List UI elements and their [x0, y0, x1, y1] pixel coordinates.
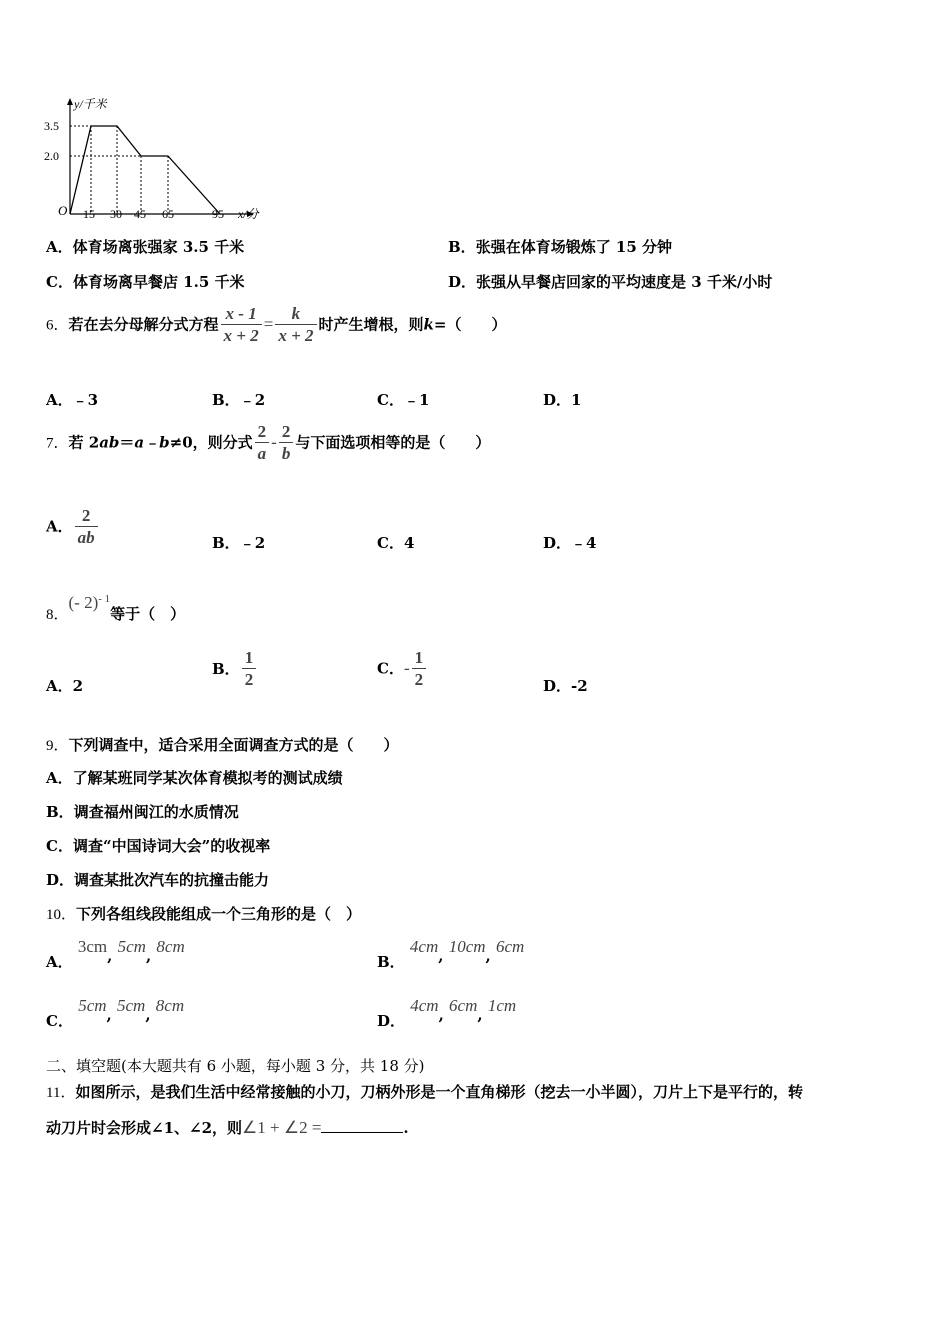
q8-expression: (- 2): [68, 593, 99, 612]
origin-label: O: [58, 203, 68, 218]
q6-option-b[interactable]: B．﹣2: [212, 391, 266, 409]
q10-stem: 10．下列各组线段能组成一个三角形的是（ ）: [46, 905, 362, 923]
q5-option-b-label: B．: [448, 238, 476, 256]
q5-option-c-label: C．: [46, 273, 73, 291]
section-2-heading: 二、填空题(本大题共有 6 小题，每小题 3 分，共 18 分): [46, 1057, 425, 1075]
q5-option-b[interactable]: [448, 236, 672, 257]
q5-option-d-label: D．: [448, 273, 477, 291]
q10-option-b[interactable]: B． 4cm, 10cm, 6cm: [377, 937, 525, 971]
q8-number: 8．: [46, 607, 69, 623]
guide-lines: [70, 126, 168, 214]
q9-stem: 9．下列调查中，适合采用全面调查方式的是（ ）: [46, 736, 399, 754]
q5-option-a-text: 体育场离张强家 3.5 千米: [72, 238, 245, 256]
q11-line-1: 11．如图所示，是我们生活中经常接触的小刀，刀柄外形是一个直角梯形（挖去一小半圆），刀片上下是平行的，转: [46, 1083, 803, 1101]
q6-stem: 6．若在去分母解分式方程 $\frac{x - 1}{x + 2}$ = $\frac{k}{x + 2}$ 时产生增根，则k=（ ）: [46, 304, 507, 345]
q5-option-d[interactable]: [448, 271, 772, 292]
q7-number: 7．: [46, 435, 69, 452]
y-tick-3-5: 3.5: [44, 119, 59, 133]
q11-answer-blank[interactable]: [321, 1118, 403, 1133]
q9-option-a[interactable]: A．了解某班同学某次体育模拟考的测试成绩: [46, 769, 343, 787]
q6-stem-before: 若在去分母解分式方程: [68, 315, 219, 334]
q5-option-c[interactable]: [46, 271, 245, 292]
q8-option-b[interactable]: B． $\frac{1}{2}$: [212, 648, 258, 691]
q7-option-a[interactable]: A． $\frac{2}{ab}$: [46, 506, 100, 549]
y-axis-label: y/千米: [74, 97, 107, 111]
x-axis-label: x/分: [238, 207, 259, 221]
q10-option-d[interactable]: D． 4cm, 6cm, 1cm: [377, 996, 517, 1030]
q10-option-a[interactable]: A． 3cm, 5cm, 8cm: [46, 937, 185, 971]
q6-stem-end: =（ ）: [433, 315, 507, 334]
q7-option-b[interactable]: B．﹣2: [212, 534, 266, 552]
q7-option-d[interactable]: D．﹣4: [543, 534, 597, 552]
x-tick-45: 45: [134, 207, 146, 221]
q5-option-a-label: A．: [46, 238, 73, 256]
q7-option-c[interactable]: C．4: [377, 534, 415, 552]
q9-option-b[interactable]: B．调查福州闽江的水质情况: [46, 803, 239, 821]
q9-option-c[interactable]: C．调查“中国诗词大会”的收视率: [46, 837, 271, 855]
q8-option-a[interactable]: A．2: [46, 677, 84, 695]
x-tick-30: 30: [110, 207, 122, 221]
q6-var-k: k: [423, 315, 434, 334]
q11-expression: ∠1 + ∠2 =: [242, 1118, 322, 1137]
q6-option-d[interactable]: D．1: [543, 391, 582, 409]
q6-fraction-1: $\frac{x - 1}{x + 2}$: [221, 304, 262, 347]
q6-stem-after: 时产生增根，则: [318, 315, 424, 334]
q7-option-a-fraction: $\frac{2}{ab}$: [75, 506, 98, 549]
q10-option-c[interactable]: C． 5cm, 5cm, 8cm: [46, 996, 185, 1030]
q8-exponent: - 1: [98, 593, 111, 605]
q6-fraction-2: $\frac{k}{x + 2}$: [275, 304, 316, 347]
q7-fraction-1: $\frac{2}{a}$: [255, 422, 270, 465]
x-tick-15: 15: [83, 207, 95, 221]
q8-stem: 8．(- 2)$^{- 1}$等于（ ）: [46, 593, 186, 623]
q7-fraction-2: $\frac{2}{b}$: [279, 422, 294, 465]
q6-option-c[interactable]: C．﹣1: [377, 391, 430, 409]
y-tick-2-0: 2.0: [44, 149, 59, 163]
q11-line-2: 动刀片时会形成∠1、∠2，则∠1 + ∠2 = .: [46, 1118, 409, 1137]
q5-option-a[interactable]: [46, 236, 244, 257]
q7-stem: 7．若 2ab＝a﹣b≠0，则分式 $\frac{2}{a}$ - $\frac{2}{b}$ 与下面选项相等的是（ ）: [46, 422, 491, 463]
q6-option-a[interactable]: A．﹣3: [46, 391, 99, 409]
distance-time-graph: [38, 94, 278, 226]
q5-option-d-text: 张强从早餐店回家的平均速度是 3 千米/小时: [476, 273, 773, 291]
q8-option-d[interactable]: D．-2: [543, 677, 588, 695]
q6-number: 6．: [46, 317, 69, 334]
x-tick-65: 65: [162, 207, 174, 221]
q5-option-b-text: 张强在体育场锻炼了 15 分钟: [475, 238, 673, 256]
x-tick-95: 95: [212, 207, 224, 221]
q9-option-d[interactable]: D．调查某批次汽车的抗撞击能力: [46, 871, 270, 889]
y-axis-arrow: [67, 98, 73, 105]
distance-line: [70, 126, 220, 214]
q5-option-c-text: 体育场离早餐店 1.5 千米: [72, 273, 245, 291]
q8-option-c[interactable]: C．- $\frac{1}{2}$: [377, 648, 428, 691]
